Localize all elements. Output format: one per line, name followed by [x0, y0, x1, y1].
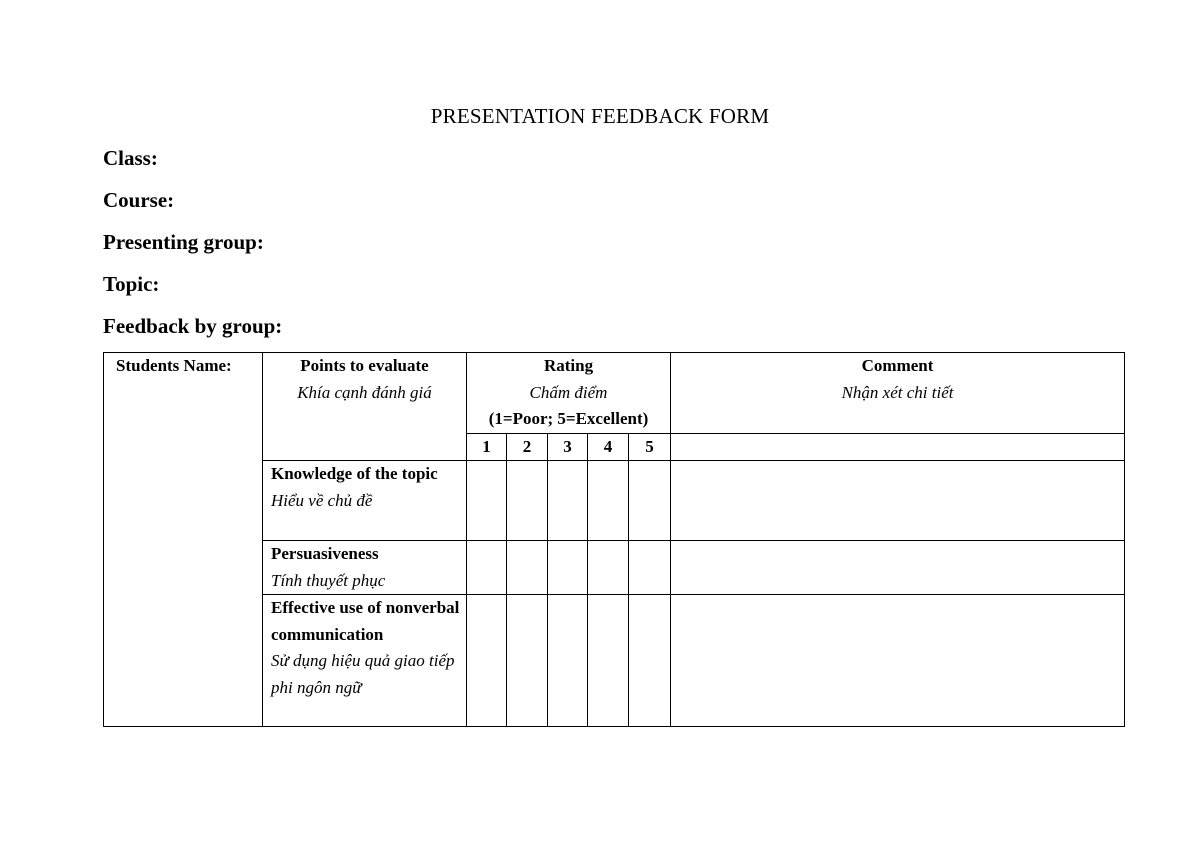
criterion-name-vi: Sử dụng hiệu quả giao tiếp phi ngôn ngữ	[271, 651, 455, 697]
students-name-cell[interactable]	[104, 353, 263, 727]
header-row	[104, 353, 1125, 434]
comment-cell-nonverbal[interactable]	[671, 595, 1125, 727]
points-header: Points to evaluate	[300, 356, 429, 375]
rating-cell-nonverbal-3[interactable]	[548, 595, 588, 727]
feedback-by-group-label: Feedback by group:	[103, 314, 283, 338]
criterion-name: Effective use of nonverbal communication	[271, 598, 460, 644]
comment-header: Comment	[861, 356, 934, 375]
criterion-persuasiveness	[263, 541, 467, 595]
rating-scale: (1=Poor; 5=Excellent)	[488, 409, 649, 428]
rating-header: Rating	[543, 356, 594, 375]
comment-cell-persuasiveness[interactable]	[671, 541, 1125, 595]
rating-cell-nonverbal-5[interactable]	[629, 595, 671, 727]
students-name-header: Students Name:	[116, 356, 232, 375]
criterion-name-vi: Tính thuyết phục	[271, 570, 386, 590]
score-3-header: 3	[548, 433, 588, 461]
criterion-name: Persuasiveness	[271, 544, 379, 563]
points-header-vi: Khía cạnh đánh giá	[297, 382, 432, 402]
comment-header-vi: Nhận xét chi tiết	[841, 382, 954, 402]
class-label: Class:	[103, 146, 158, 170]
rating-cell-persuasiveness-4[interactable]	[588, 541, 629, 595]
course-label: Course:	[103, 188, 175, 212]
criterion-name: Knowledge of the topic	[271, 464, 438, 483]
rating-cell-nonverbal-4[interactable]	[588, 595, 629, 727]
feedback-table	[103, 352, 1125, 727]
presenting-group-label: Presenting group:	[103, 230, 264, 254]
rating-cell-knowledge-4[interactable]	[588, 461, 629, 541]
rating-cell-persuasiveness-2[interactable]	[507, 541, 548, 595]
rating-cell-persuasiveness-3[interactable]	[548, 541, 588, 595]
rating-header-cell	[467, 353, 671, 434]
criterion-nonverbal	[263, 595, 467, 727]
rating-cell-knowledge-1[interactable]	[467, 461, 507, 541]
score-5-header: 5	[629, 433, 671, 461]
rating-cell-knowledge-5[interactable]	[629, 461, 671, 541]
score-4-header: 4	[588, 433, 629, 461]
criterion-knowledge	[263, 461, 467, 541]
rating-cell-knowledge-2[interactable]	[507, 461, 548, 541]
comment-cell-knowledge[interactable]	[671, 461, 1125, 541]
rating-cell-knowledge-3[interactable]	[548, 461, 588, 541]
rating-header-vi: Chấm điểm	[529, 382, 608, 402]
page-title: PRESENTATION FEEDBACK FORM	[430, 104, 770, 128]
rating-cell-persuasiveness-5[interactable]	[629, 541, 671, 595]
rating-cell-persuasiveness-1[interactable]	[467, 541, 507, 595]
rating-cell-nonverbal-1[interactable]	[467, 595, 507, 727]
comment-header-cell	[671, 353, 1125, 434]
rating-cell-nonverbal-2[interactable]	[507, 595, 548, 727]
points-header-cell	[263, 353, 467, 461]
criterion-name-vi: Hiểu về chủ đề	[271, 490, 373, 510]
score-1-header: 1	[467, 433, 507, 461]
topic-label: Topic:	[103, 272, 160, 296]
score-2-header: 2	[507, 433, 548, 461]
comment-blank-header	[671, 433, 1125, 461]
